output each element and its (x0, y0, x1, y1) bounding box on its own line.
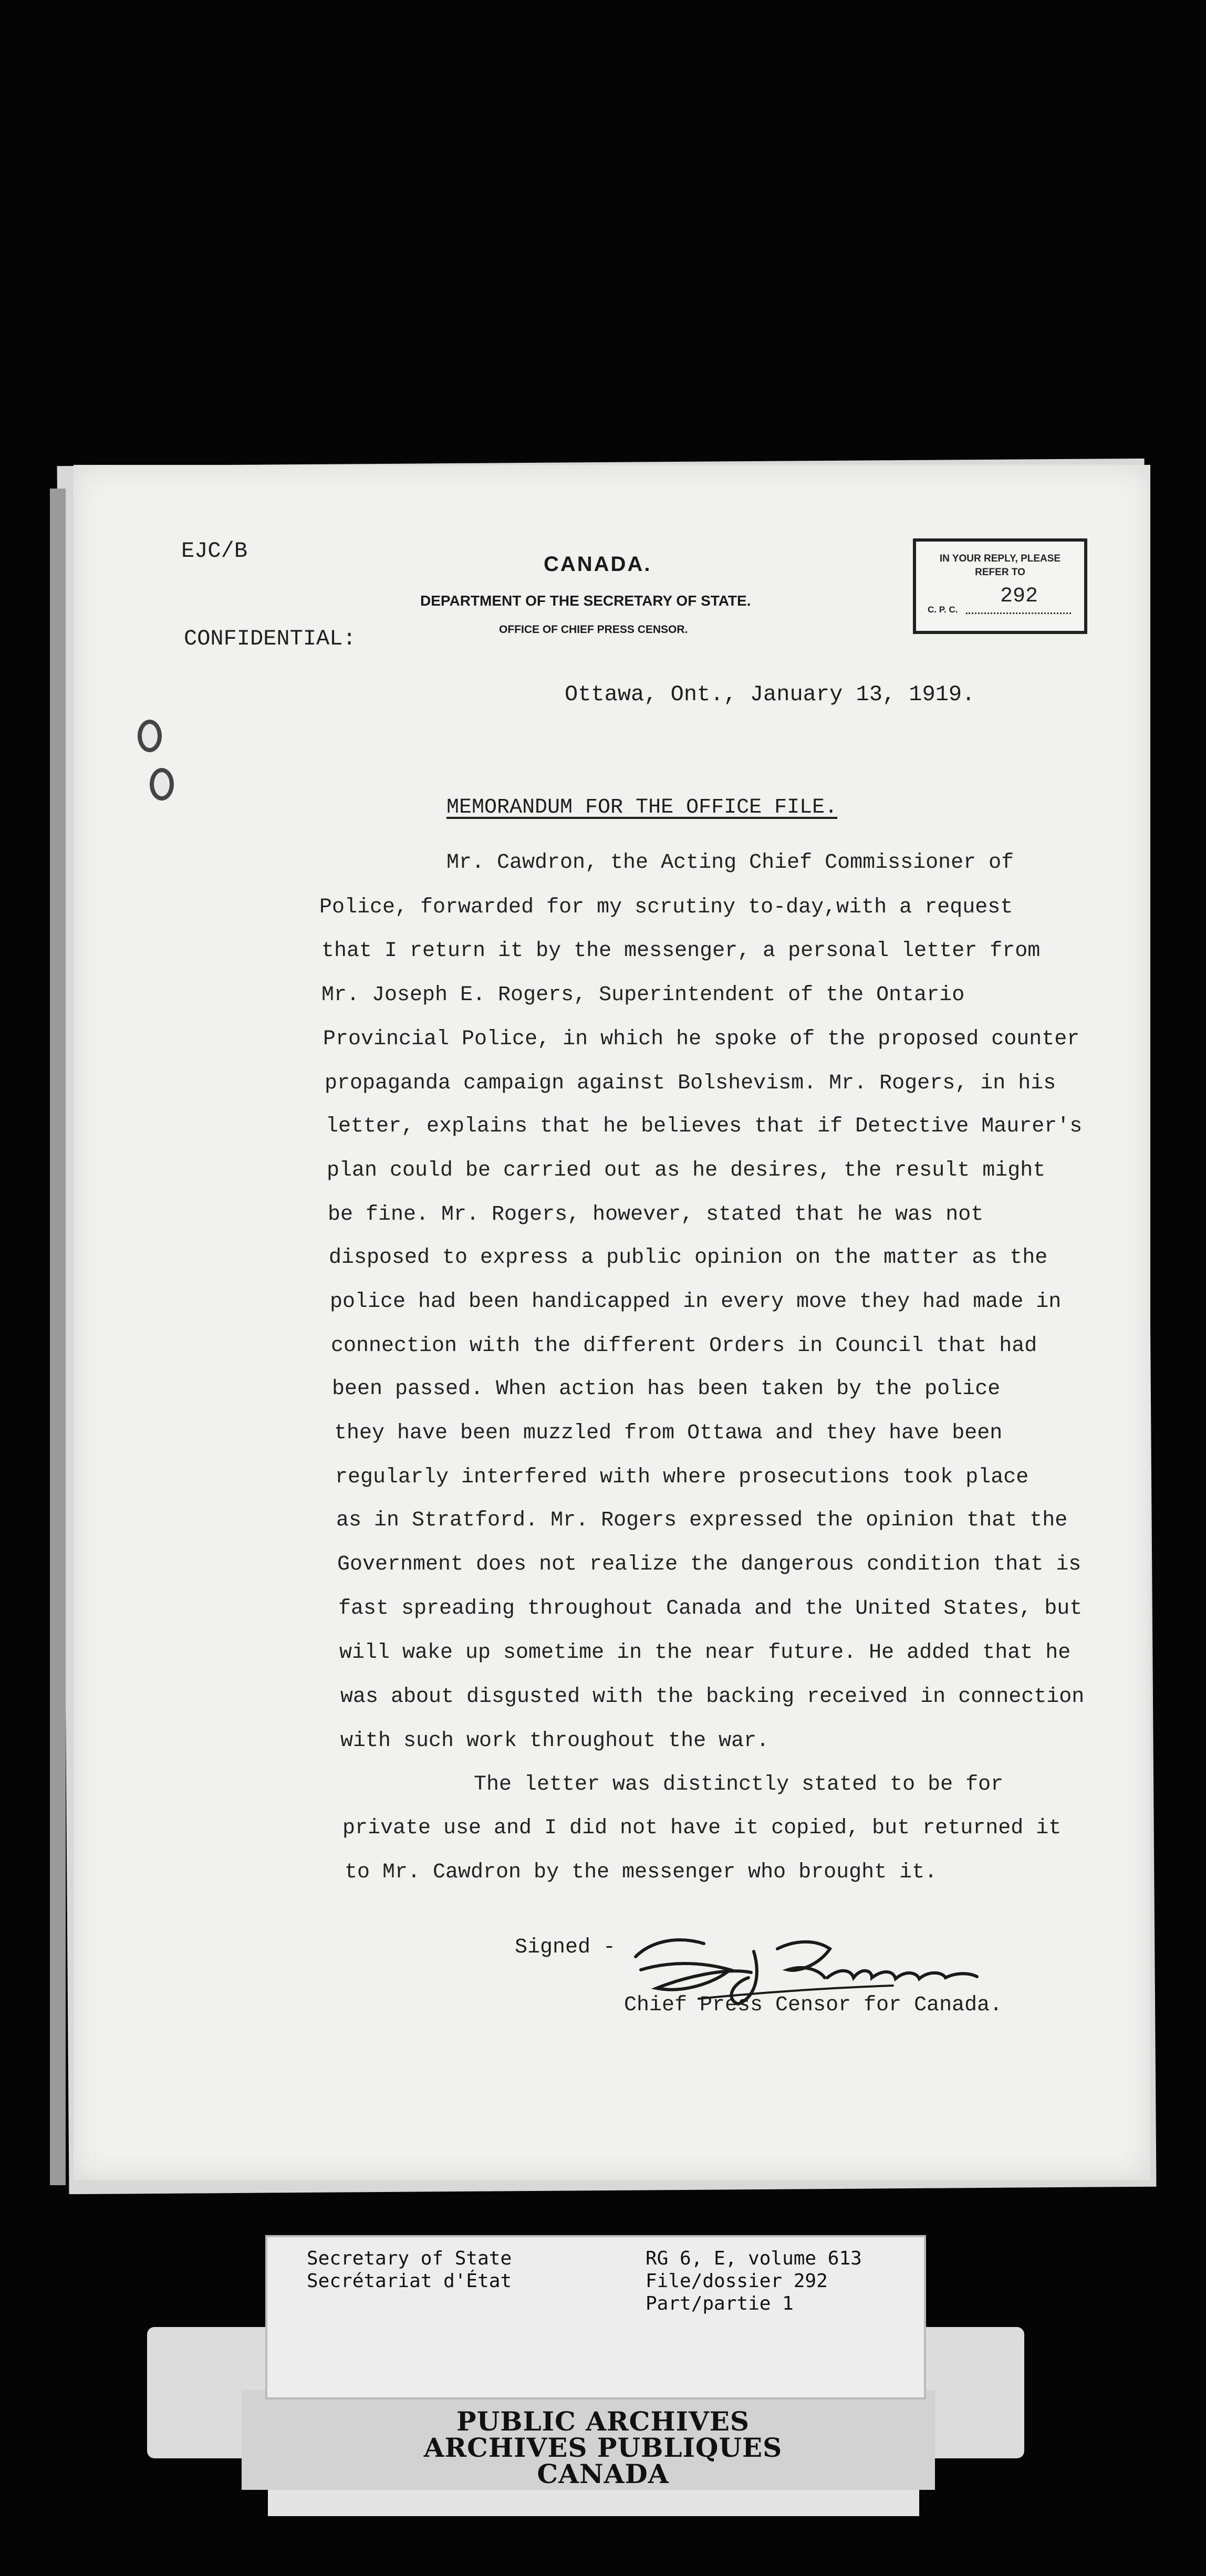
body-line: that I return it by the messenger, a personal letter from (321, 939, 1041, 963)
archive-bottom-strip (268, 2490, 919, 2516)
reply-box-line2: REFER TO (975, 567, 1025, 578)
body-line: letter, explains that he believes that if Detective Maurer's (326, 1115, 1083, 1138)
body-line: as in Stratford. Mr. Rogers expressed the opinion that the (336, 1509, 1068, 1532)
archive-stamp-line1: PUBLIC ARCHIVES (456, 2406, 750, 2437)
memo-title: MEMORANDUM FOR THE OFFICE FILE. (446, 796, 838, 819)
signed-label: Signed - (515, 1936, 616, 1959)
body-line: Mr. Joseph E. Rogers, Superintendent of the Ontario (321, 983, 965, 1007)
body-line: Police, forwarded for my scrutiny to-day,with a request (319, 896, 1013, 919)
body-line: connection with the different Orders in Council that had (331, 1334, 1037, 1358)
letterhead-country: CANADA. (544, 553, 652, 576)
label-record-group: RG 6, E, volume 613 (646, 2248, 862, 2269)
body-line: fast spreading throughout Canada and the United States, but (338, 1597, 1083, 1621)
letterhead-department: DEPARTMENT OF THE SECRETARY OF STATE. (420, 593, 751, 609)
label-file-number: File/dossier 292 (646, 2270, 828, 2292)
label-department-en: Secretary of State (307, 2248, 512, 2269)
body-line: with such work throughout the war. (340, 1729, 770, 1753)
reply-box-line1: IN YOUR REPLY, PLEASE (939, 553, 1061, 564)
reply-box-number: 292 (1000, 585, 1038, 608)
body-line: private use and I did not have it copied, but returned it (342, 1816, 1062, 1840)
punch-hole (138, 720, 162, 752)
body-line: Mr. Cawdron, the Acting Chief Commissioner of (446, 851, 1014, 875)
body-line: police had been handicapped in every move they had made in (330, 1290, 1062, 1314)
archive-stamp-line3: CANADA (537, 2458, 669, 2489)
initials: EJC/B (181, 538, 248, 564)
body-line: will wake up sometime in the near future. He added that he (339, 1641, 1071, 1665)
body-line: Government does not realize the dangerous condition that is (337, 1553, 1082, 1576)
label-part-number: Part/partie 1 (646, 2293, 794, 2314)
signer-title: Chief Press Censor for Canada. (624, 1993, 1003, 2017)
letterhead-office: OFFICE OF CHIEF PRESS CENSOR. (499, 624, 688, 636)
body-line: regularly interfered with where prosecutions took place (335, 1466, 1029, 1489)
body-line: disposed to express a public opinion on the matter as the (329, 1246, 1048, 1270)
archive-reference-card (265, 2235, 926, 2400)
memo-page (74, 465, 1150, 2180)
reply-box-cpc-label: C. P. C. (928, 605, 958, 615)
classification: CONFIDENTIAL: (184, 626, 356, 651)
body-line: was about disgusted with the backing received in connection (340, 1685, 1085, 1709)
body-line: The letter was distinctly stated to be for (474, 1773, 1004, 1796)
body-line: plan could be carried out as he desires, the result might (327, 1159, 1046, 1182)
body-line: propaganda campaign against Bolshevism. Mr. Rogers, in his (325, 1072, 1056, 1095)
dateline: Ottawa, Ont., January 13, 1919. (565, 682, 975, 707)
body-line: they have been muzzled from Ottawa and they have been (334, 1421, 1003, 1445)
sheet-edge (50, 489, 66, 2185)
label-department-fr: Secrétariat d'État (307, 2270, 512, 2292)
body-line: to Mr. Cawdron by the messenger who brought it. (345, 1861, 938, 1884)
punch-hole (150, 768, 174, 801)
body-line: be fine. Mr. Rogers, however, stated that he was not (328, 1203, 984, 1227)
archive-stamp-line2: ARCHIVES PUBLIQUES (423, 2432, 783, 2463)
body-line: Provincial Police, in which he spoke of the proposed counter (323, 1027, 1080, 1051)
reply-reference-box (913, 538, 1087, 634)
reply-box-dotted-line (966, 612, 1071, 614)
body-line: been passed. When action has been taken by the police (332, 1377, 1001, 1401)
